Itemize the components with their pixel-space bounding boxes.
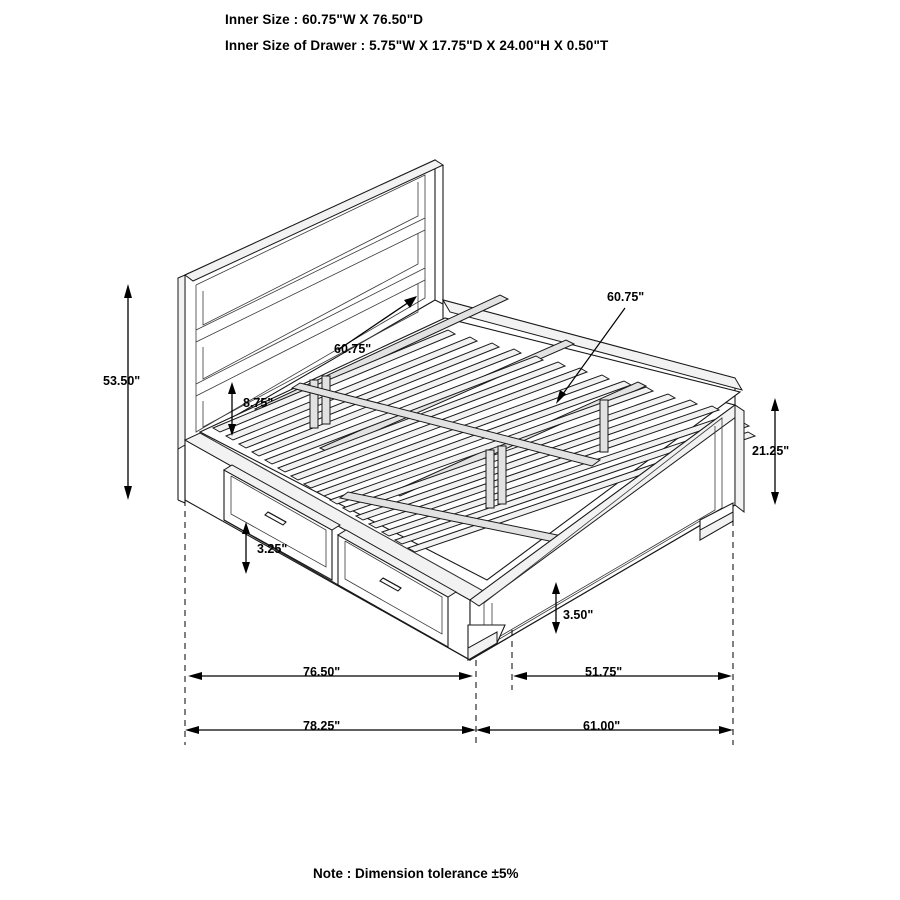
dim-label-bed-width-inner: 51.75" xyxy=(585,665,623,679)
dim-label-foot-clearance: 3.50" xyxy=(563,608,594,622)
dim-label-bed-width-outer: 61.00" xyxy=(583,719,621,733)
inner-size-label: Inner Size : 60.75"W X 76.50"D xyxy=(225,12,424,27)
dim-bed-width-inner xyxy=(513,672,732,680)
dim-label-slat-width-left: 60.75" xyxy=(334,342,372,356)
tolerance-note: Note : Dimension tolerance ±5% xyxy=(313,866,519,881)
inner-drawer-size-label: Inner Size of Drawer : 5.75"W X 17.75"D X 24.00"H X 0.50"T xyxy=(225,38,609,53)
dim-headboard-height xyxy=(124,284,132,500)
headboard-posts xyxy=(178,445,185,503)
dim-label-rail-offset: 8.75" xyxy=(243,396,274,410)
dim-label-drawer-clearance: 3.25" xyxy=(257,542,288,556)
dim-label-bed-depth-inner: 76.50" xyxy=(303,665,341,679)
dim-label-slat-width-right: 60.75" xyxy=(607,290,645,304)
dim-label-bed-depth-outer: 78.25" xyxy=(303,719,341,733)
dim-label-headboard-height: 53.50" xyxy=(103,374,141,388)
dim-label-footboard-height: 21.25" xyxy=(752,444,790,458)
